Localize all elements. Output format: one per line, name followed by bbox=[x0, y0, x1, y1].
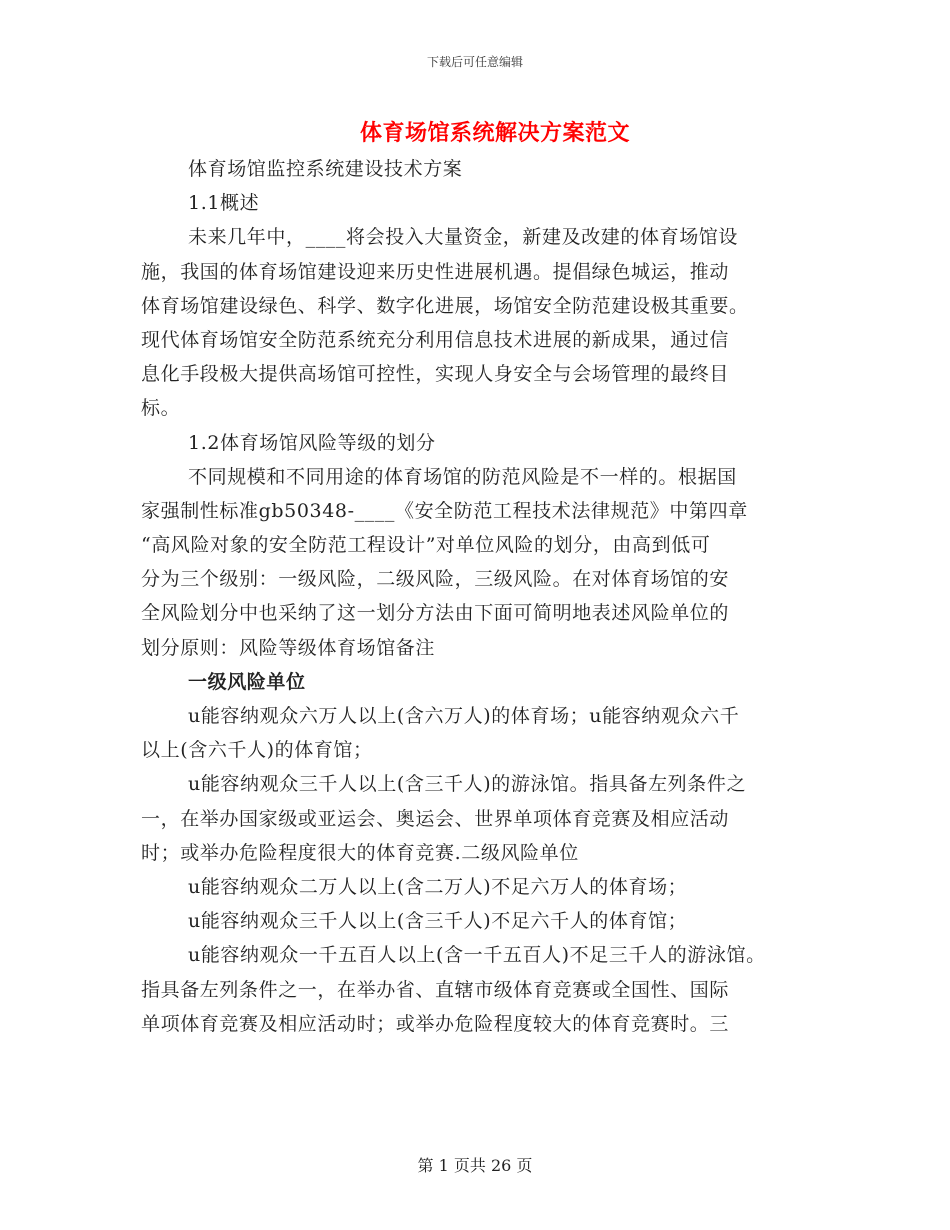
page-number-footer: 第 1 页共 26 页 bbox=[417, 1156, 533, 1175]
subsection-heading: 1.2体育场馆风险等级的划分 bbox=[188, 431, 436, 454]
paragraph-line: u能容纳观众六万人以上(含六万人)的体育场；u能容纳观众六千 bbox=[188, 705, 740, 727]
paragraph-line: 单项体育竞赛及相应活动时；或举办危险程度较大的体育竞赛时。三 bbox=[141, 1012, 730, 1035]
page-header-note: 下载后可任意编辑 bbox=[426, 55, 523, 69]
paragraph-line: 全风险划分中也采纳了这一划分方法由下面可简明地表述风险单位的 bbox=[141, 602, 730, 625]
paragraph-line: 划分原则：风险等级体育场馆备注 bbox=[141, 636, 436, 659]
paragraph-line: 以上(含六千人)的体育馆； bbox=[141, 739, 373, 762]
document-body bbox=[141, 152, 821, 1041]
paragraph-line: 分为三个级别：一级风险，二级风险，三级风险。在对体育场馆的安 bbox=[141, 568, 730, 591]
document-title: 体育场馆系统解决方案范文 bbox=[359, 120, 630, 146]
section-heading: 体育场馆监控系统建设技术方案 bbox=[188, 158, 463, 180]
paragraph-line: u能容纳观众三千人以上(含三千人)不足六千人的体育馆； bbox=[188, 910, 688, 933]
paragraph-line: 现代体育场馆安全防范系统充分利用信息技术进展的新成果，通过信 bbox=[141, 328, 730, 351]
paragraph-line: 施，我国的体育场馆建设迎来历史性进展机遇。提倡绿色城运，推动 bbox=[141, 260, 730, 283]
paragraph-line: “高风险对象的安全防范工程设计”对单位风险的划分，由高到低可 bbox=[141, 534, 711, 557]
paragraph-line: 时；或举办危险程度很大的体育竞赛.二级风险单位 bbox=[141, 841, 579, 864]
paragraph-line: 家强制性标准gb50348-____《安全防范工程技术法律规范》中第四章 bbox=[141, 499, 748, 522]
paragraph-line: 体育场馆建设绿色、科学、数字化进展，场馆安全防范建设极其重要。 bbox=[141, 294, 749, 317]
paragraph-line: 不同规模和不同用途的体育场馆的防范风险是不一样的。根据国 bbox=[188, 465, 737, 488]
paragraph-line: 息化手段极大提供高场馆可控性，实现人身安全与会场管理的最终目 bbox=[141, 363, 730, 386]
paragraph-line: u能容纳观众三千人以上(含三千人)的游泳馆。指具备左列条件之 bbox=[188, 773, 747, 796]
paragraph-line: u能容纳观众二万人以上(含二万人)不足六万人的体育场； bbox=[188, 875, 688, 898]
risk-level-heading: 一级风险单位 bbox=[188, 670, 306, 693]
paragraph-line: u能容纳观众一千五百人以上(含一千五百人)不足三千人的游泳馆。 bbox=[188, 944, 766, 967]
subsection-heading: 1.1概述 bbox=[188, 192, 260, 215]
paragraph-line: 指具备左列条件之一，在举办省、直辖市级体育竞赛或全国性、国际 bbox=[141, 978, 730, 1001]
paragraph-line: 标。 bbox=[141, 397, 181, 420]
paragraph-line: 一，在举办国家级或亚运会、奥运会、世界单项体育竞赛及相应活动 bbox=[141, 807, 730, 830]
paragraph-line: 未来几年中，____将会投入大量资金，新建及改建的体育场馆设 bbox=[188, 226, 739, 249]
